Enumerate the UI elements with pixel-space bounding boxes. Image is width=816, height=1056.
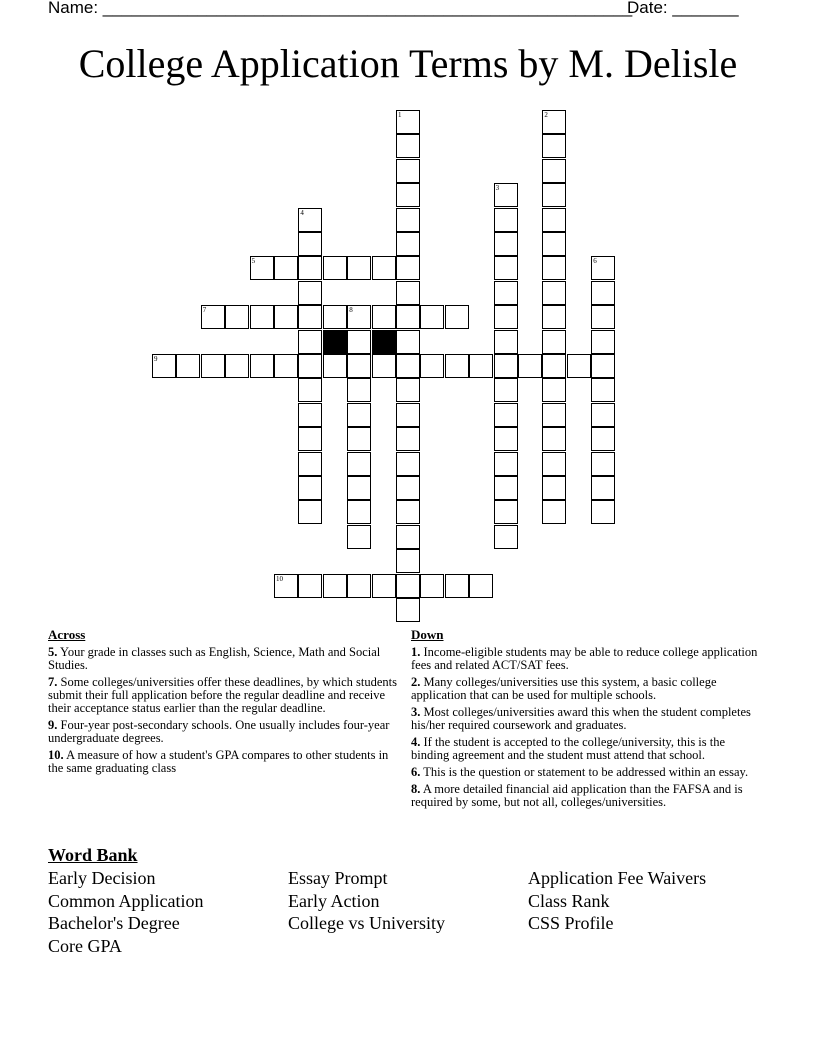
grid-cell[interactable] (250, 305, 274, 329)
grid-cell[interactable] (372, 574, 396, 598)
clue-number: 8. (411, 782, 421, 796)
grid-cell[interactable] (542, 500, 566, 524)
grid-cell[interactable] (542, 134, 566, 158)
grid-cell[interactable] (591, 500, 615, 524)
clue-across-7 (48, 676, 406, 715)
grid-cell[interactable] (396, 330, 420, 354)
clue-text: Many colleges/universities use this system, a basic college application that can be used for multiple schools. (411, 675, 717, 702)
grid-cell[interactable] (591, 354, 615, 378)
grid-cell[interactable] (396, 549, 420, 573)
clue-across-9 (48, 719, 406, 745)
grid-cell[interactable] (396, 476, 420, 500)
grid-cell[interactable] (298, 500, 322, 524)
clue-number-label: 3 (495, 184, 500, 193)
grid-cell[interactable] (591, 305, 615, 329)
grid-cell[interactable] (591, 378, 615, 402)
grid-cell[interactable] (298, 305, 322, 329)
grid-cell[interactable] (298, 378, 322, 402)
grid-cell[interactable] (396, 232, 420, 256)
word-bank-item: Common Application (48, 891, 204, 911)
grid-cell[interactable] (494, 452, 518, 476)
grid-cell[interactable] (567, 354, 591, 378)
grid-cell[interactable] (396, 452, 420, 476)
grid-cell[interactable] (542, 159, 566, 183)
clue-number: 3. (411, 705, 421, 719)
grid-cell[interactable] (347, 574, 371, 598)
grid-cell[interactable] (591, 281, 615, 305)
grid-cell[interactable] (542, 305, 566, 329)
grid-cell[interactable] (250, 256, 274, 280)
grid-cell[interactable] (347, 256, 371, 280)
grid-cell[interactable] (396, 574, 420, 598)
grid-cell[interactable] (396, 598, 420, 622)
clue-text: If the student is accepted to the college/university, this is the binding agreement and the student must attend that school. (411, 735, 726, 762)
grid-cell[interactable] (347, 427, 371, 451)
grid-cell[interactable] (347, 525, 371, 549)
grid-cell[interactable] (494, 525, 518, 549)
clue-number-label: 9 (154, 355, 158, 363)
grid-cell[interactable] (274, 354, 298, 378)
grid-cell[interactable] (298, 403, 322, 427)
clue-text: Four-year post-secondary schools. One usually includes four-year undergraduate degrees. (48, 718, 390, 745)
clue-down-8 (411, 783, 763, 809)
grid-cell[interactable] (298, 574, 322, 598)
clue-down-6 (411, 766, 763, 779)
word-bank-item: Early Action (288, 891, 380, 911)
date-field-label: Date: _______ (627, 0, 739, 17)
word-bank-item: Core GPA (48, 936, 122, 956)
grid-cell[interactable] (298, 354, 322, 378)
clue-number: 10. (48, 748, 64, 762)
grid-cell[interactable] (542, 232, 566, 256)
grid-cell[interactable] (396, 500, 420, 524)
grid-cell[interactable] (494, 208, 518, 232)
grid-cell[interactable] (494, 256, 518, 280)
grid-cell[interactable] (494, 476, 518, 500)
grid-cell[interactable] (347, 452, 371, 476)
grid-cell[interactable] (225, 305, 249, 329)
grid-cell[interactable] (396, 427, 420, 451)
grid-cell[interactable] (298, 330, 322, 354)
grid-cell[interactable] (176, 354, 200, 378)
clue-number-label: 10 (276, 574, 283, 583)
grid-cell[interactable] (396, 354, 420, 378)
grid-cell[interactable] (347, 330, 371, 354)
clue-text: Most colleges/universities award this when the student completes his/her required coursework and graduates. (411, 705, 751, 732)
grid-cell[interactable] (396, 256, 420, 280)
across-heading: Across (48, 627, 86, 642)
grid-cell[interactable] (542, 452, 566, 476)
grid-cell[interactable] (298, 427, 322, 451)
grid-cell[interactable] (542, 378, 566, 402)
clue-number: 6. (411, 765, 421, 779)
grid-cell[interactable] (494, 427, 518, 451)
clue-text: This is the question or statement to be addressed within an essay. (423, 765, 749, 779)
page-title: College Application Terms by M. Delisle (78, 41, 738, 86)
grid-cell[interactable] (225, 354, 249, 378)
grid-cell[interactable] (396, 378, 420, 402)
grid-cell[interactable] (542, 354, 566, 378)
clue-text: Income-eligible students may be able to reduce college application fees and related ACT/SAT fees. (411, 645, 758, 672)
grid-cell[interactable] (396, 403, 420, 427)
grid-cell[interactable] (250, 354, 274, 378)
grid-cell[interactable] (469, 354, 493, 378)
grid-cell[interactable] (298, 232, 322, 256)
clue-number-label: 6 (593, 257, 597, 266)
grid-cell[interactable] (396, 134, 420, 158)
grid-cell[interactable] (274, 574, 298, 598)
clue-number-label: 4 (300, 208, 304, 217)
grid-cell[interactable] (591, 256, 615, 280)
grid-cell[interactable] (591, 403, 615, 427)
clue-down-4 (411, 736, 763, 762)
grid-cell[interactable] (347, 500, 371, 524)
grid-cell[interactable] (542, 256, 566, 280)
grid-cell[interactable] (298, 208, 322, 232)
word-bank-item: CSS Profile (528, 913, 614, 933)
clue-number-label: 7 (202, 306, 207, 315)
grid-cell[interactable] (347, 403, 371, 427)
grid-cell[interactable] (445, 305, 469, 329)
clue-across-5 (48, 646, 406, 672)
clue-across-10 (48, 749, 406, 775)
grid-cell[interactable] (347, 305, 371, 329)
grid-cell[interactable] (494, 305, 518, 329)
grid-cell[interactable] (494, 183, 518, 207)
clue-number-label: 2 (544, 111, 548, 119)
grid-cell[interactable] (542, 403, 566, 427)
grid-cell[interactable] (542, 208, 566, 232)
grid-cell[interactable] (396, 159, 420, 183)
grid-cell[interactable] (494, 281, 518, 305)
grid-cell[interactable] (542, 476, 566, 500)
clue-number: 2. (411, 675, 421, 689)
clue-number-label: 1 (398, 111, 402, 119)
clue-down-1 (411, 646, 763, 672)
black-square (323, 330, 347, 354)
grid-cell[interactable] (542, 427, 566, 451)
grid-cell[interactable] (396, 110, 420, 134)
clue-number: 5. (48, 645, 58, 659)
grid-cell[interactable] (445, 354, 469, 378)
name-field-label: Name: ________________________________________________________ (48, 0, 633, 17)
grid-cell[interactable] (591, 452, 615, 476)
clue-number: 7. (48, 675, 58, 689)
grid-cell[interactable] (298, 281, 322, 305)
grid-cell[interactable] (396, 525, 420, 549)
grid-cell[interactable] (469, 574, 493, 598)
grid-cell[interactable] (591, 330, 615, 354)
grid-cell[interactable] (201, 354, 225, 378)
grid-cell[interactable] (298, 452, 322, 476)
grid-cell[interactable] (323, 574, 347, 598)
grid-cell[interactable] (494, 232, 518, 256)
grid-cell[interactable] (323, 305, 347, 329)
grid-cell[interactable] (298, 256, 322, 280)
clue-down-2 (411, 676, 763, 702)
grid-cell[interactable] (347, 378, 371, 402)
grid-cell[interactable] (372, 305, 396, 329)
across-clues (48, 628, 406, 779)
grid-cell[interactable] (396, 208, 420, 232)
down-heading: Down (411, 627, 444, 642)
grid-cell[interactable] (542, 281, 566, 305)
clue-number-label: 8 (349, 306, 353, 315)
grid-cell[interactable] (518, 354, 542, 378)
grid-cell[interactable] (420, 305, 444, 329)
clue-text: Your grade in classes such as English, Science, Math and Social Studies. (48, 645, 381, 672)
grid-cell[interactable] (372, 256, 396, 280)
grid-cell[interactable] (494, 354, 518, 378)
grid-cell[interactable] (494, 330, 518, 354)
word-bank-item: Early Decision (48, 868, 156, 888)
grid-cell[interactable] (347, 354, 371, 378)
grid-cell[interactable] (420, 574, 444, 598)
clue-number: 9. (48, 718, 58, 732)
word-bank-item: Bachelor's Degree (48, 913, 180, 933)
grid-cell[interactable] (201, 305, 225, 329)
grid-cell[interactable] (445, 574, 469, 598)
clue-down-3 (411, 706, 763, 732)
grid-cell[interactable] (542, 330, 566, 354)
grid-cell[interactable] (274, 305, 298, 329)
grid-cell[interactable] (323, 256, 347, 280)
word-bank-item: College vs University (288, 913, 445, 933)
grid-cell[interactable] (396, 305, 420, 329)
clue-text: Some colleges/universities offer these deadlines, by which students submit their full application before the regular deadline and receive their acceptance status earlier than the regular deadline. (48, 675, 397, 715)
grid-cell[interactable] (323, 354, 347, 378)
grid-cell[interactable] (494, 378, 518, 402)
grid-cell[interactable] (152, 354, 176, 378)
word-bank-item: Class Rank (528, 891, 610, 911)
clue-number: 4. (411, 735, 421, 749)
word-bank-item: Application Fee Waivers (528, 868, 707, 888)
grid-cell[interactable] (396, 183, 420, 207)
word-bank-title: Word Bank (48, 845, 138, 865)
black-square (372, 330, 396, 354)
grid-cell[interactable] (494, 500, 518, 524)
grid-cell[interactable] (591, 427, 615, 451)
grid-cell[interactable] (372, 354, 396, 378)
grid-cell[interactable] (591, 476, 615, 500)
word-bank-item: Essay Prompt (288, 868, 388, 888)
grid-cell[interactable] (542, 110, 566, 134)
clue-text: A measure of how a student's GPA compares to other students in the same graduating class (48, 748, 389, 775)
grid-cell[interactable] (274, 256, 298, 280)
grid-cell[interactable] (347, 476, 371, 500)
clue-text: A more detailed financial aid application than the FAFSA and is required by some, but not all, colleges/universities. (411, 782, 743, 809)
clue-number: 1. (411, 645, 421, 659)
grid-cell[interactable] (420, 354, 444, 378)
down-clues (411, 628, 763, 813)
grid-cell[interactable] (542, 183, 566, 207)
grid-cell[interactable] (494, 403, 518, 427)
grid-cell[interactable] (396, 281, 420, 305)
clue-number-label: 5 (251, 257, 256, 266)
grid-cell[interactable] (298, 476, 322, 500)
